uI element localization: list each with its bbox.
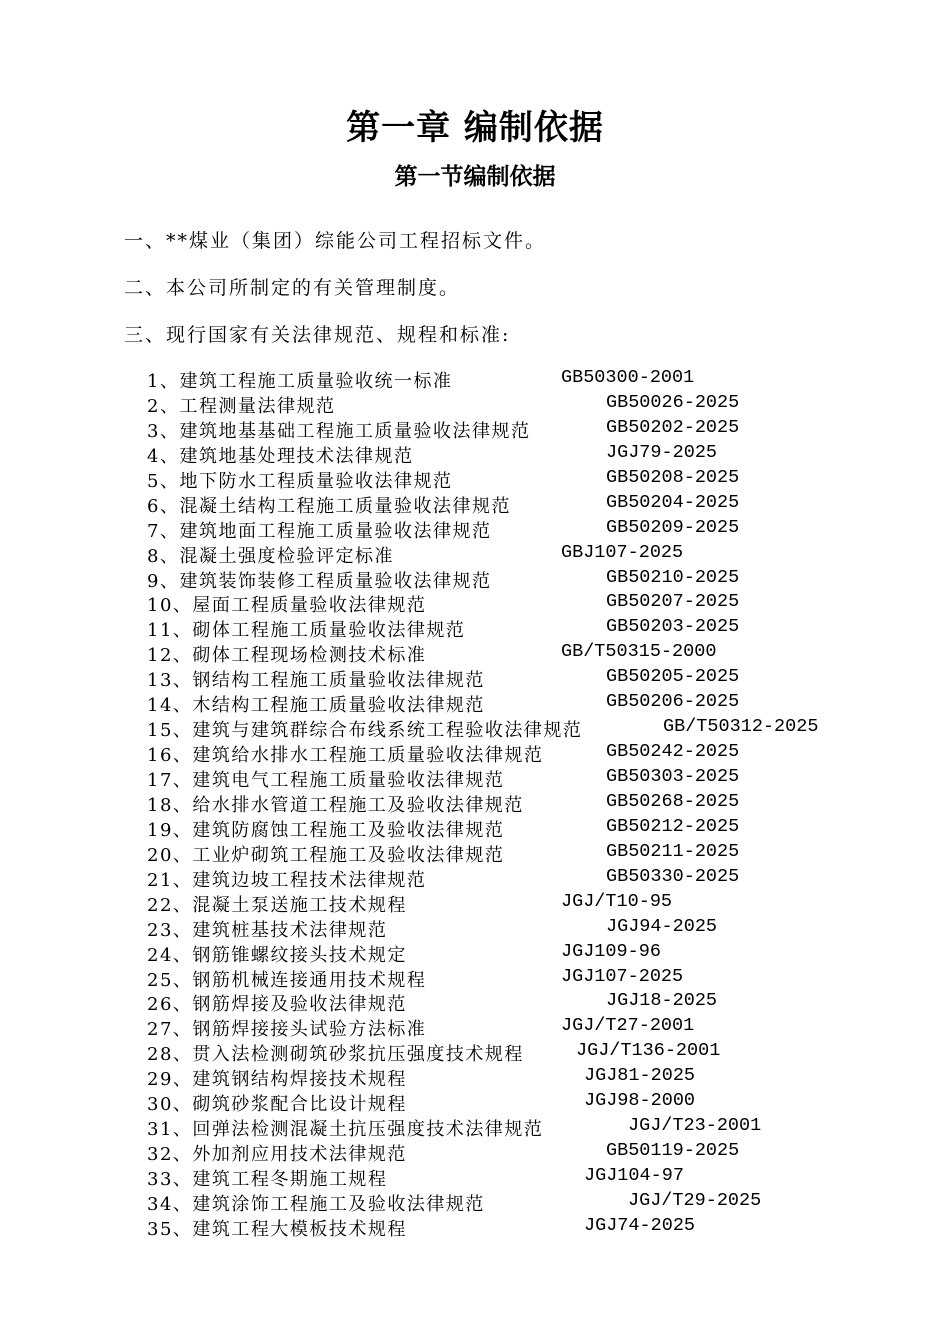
standard-code: GB50026-2025 bbox=[606, 391, 740, 413]
standard-code: JGJ/T23-2001 bbox=[628, 1115, 762, 1137]
standard-code: GB50242-2025 bbox=[606, 741, 740, 763]
standard-item bbox=[0, 467, 950, 492]
standard-item bbox=[0, 766, 950, 791]
standard-name: 27、钢筋焊接接头试验方法标准 bbox=[147, 1019, 427, 1041]
standard-code: GB50210-2025 bbox=[606, 566, 740, 588]
standard-code: JGJ79-2025 bbox=[606, 441, 718, 463]
standard-item bbox=[0, 716, 950, 741]
standard-code: GB50303-2025 bbox=[606, 766, 740, 787]
standard-item bbox=[0, 1140, 950, 1165]
standard-item bbox=[0, 1090, 950, 1115]
standard-name: 2、工程测量法律规范 bbox=[147, 395, 336, 417]
standard-item bbox=[0, 741, 950, 766]
standard-item bbox=[0, 691, 950, 716]
standard-item bbox=[0, 367, 950, 392]
standard-code: GB/T50315-2000 bbox=[561, 641, 717, 663]
standard-item bbox=[0, 417, 950, 442]
standard-name: 33、建筑工程冬期施工规程 bbox=[147, 1169, 388, 1190]
standard-code: GB50268-2025 bbox=[606, 790, 740, 812]
standard-name: 24、钢筋锥螺纹接头技术规定 bbox=[147, 944, 407, 966]
standard-name: 32、外加剂应用技术法律规范 bbox=[147, 1144, 407, 1166]
standard-name: 15、建筑与建筑群综合布线系统工程验收法律规范 bbox=[147, 720, 583, 742]
standard-item bbox=[0, 1015, 950, 1040]
standard-item bbox=[0, 666, 950, 691]
paragraph-tender-documents: 一、**煤业（集团）综能公司工程招标文件。 bbox=[124, 230, 547, 252]
standard-name: 5、地下防水工程质量验收法律规范 bbox=[147, 470, 453, 492]
standard-code: GB50202-2025 bbox=[606, 416, 740, 438]
standard-name: 29、建筑钢结构焊接技术规程 bbox=[147, 1069, 407, 1091]
standard-code: JGJ104-97 bbox=[584, 1165, 684, 1186]
chapter-title: 第一章 编制依据 bbox=[346, 108, 604, 148]
standard-name: 18、给水排水管道工程施工及验收法律规范 bbox=[147, 794, 524, 816]
standard-item bbox=[0, 816, 950, 841]
standard-code: GB50208-2025 bbox=[606, 466, 740, 488]
standard-code: JGJ109-96 bbox=[561, 940, 661, 962]
standard-code: GBJ107-2025 bbox=[561, 541, 684, 563]
standard-code: GB50206-2025 bbox=[606, 691, 740, 713]
standard-name: 35、建筑工程大模板技术规程 bbox=[147, 1218, 407, 1240]
standard-name: 16、建筑给水排水工程施工质量验收法律规范 bbox=[147, 745, 544, 767]
standard-code: JGJ98-2000 bbox=[584, 1090, 696, 1112]
standard-name: 4、建筑地基处理技术法律规范 bbox=[147, 445, 414, 467]
standard-name: 6、混凝土结构工程施工质量验收法律规范 bbox=[147, 495, 511, 517]
standard-name: 22、混凝土泵送施工技术规程 bbox=[147, 894, 407, 916]
standard-item bbox=[0, 891, 950, 916]
standard-name: 12、砌体工程现场检测技术标准 bbox=[147, 645, 427, 667]
standard-code: JGJ/T136-2001 bbox=[576, 1040, 721, 1062]
standard-item bbox=[0, 1115, 950, 1140]
standard-item bbox=[0, 616, 950, 641]
standard-name: 28、贯入法检测砌筑砂浆抗压强度技术规程 bbox=[147, 1044, 524, 1066]
standard-code: GB50205-2025 bbox=[606, 666, 740, 688]
standard-item bbox=[0, 591, 950, 616]
standard-code: GB50119-2025 bbox=[606, 1140, 740, 1162]
standard-name: 11、砌体工程施工质量验收法律规范 bbox=[147, 620, 466, 642]
standard-name: 3、建筑地基基础工程施工质量验收法律规范 bbox=[147, 420, 531, 442]
paragraph-national-standards: 三、现行国家有关法律规范、规程和标准: bbox=[124, 324, 511, 346]
standard-code: GB/T50312-2025 bbox=[663, 716, 819, 738]
standard-item bbox=[0, 567, 950, 592]
standard-item bbox=[0, 1065, 950, 1090]
standard-code: JGJ/T10-95 bbox=[561, 890, 673, 912]
standard-name: 14、木结构工程施工质量验收法律规范 bbox=[147, 695, 485, 717]
paragraph-company-rules: 二、本公司所制定的有关管理制度。 bbox=[124, 277, 461, 299]
standard-name: 30、砌筑砂浆配合比设计规程 bbox=[147, 1094, 407, 1116]
standard-code: JGJ74-2025 bbox=[584, 1214, 696, 1236]
standard-name: 9、建筑装饰装修工程质量验收法律规范 bbox=[147, 570, 492, 592]
standard-item bbox=[0, 841, 950, 866]
standard-item bbox=[0, 941, 950, 966]
standard-item bbox=[0, 517, 950, 542]
standard-code: GB50330-2025 bbox=[606, 865, 740, 887]
standard-name: 34、建筑涂饰工程施工及验收法律规范 bbox=[147, 1193, 485, 1215]
standard-name: 8、混凝土强度检验评定标准 bbox=[147, 545, 394, 567]
standard-code: JGJ/T29-2025 bbox=[628, 1189, 762, 1211]
standard-item bbox=[0, 1165, 950, 1190]
standard-code: GB50209-2025 bbox=[606, 516, 740, 538]
standard-code: GB50204-2025 bbox=[606, 491, 740, 513]
standard-code: GB50203-2025 bbox=[606, 616, 740, 638]
standard-item bbox=[0, 1190, 950, 1215]
standard-item bbox=[0, 1215, 950, 1240]
standard-name: 13、钢结构工程施工质量验收法律规范 bbox=[147, 670, 485, 692]
standard-name: 20、工业炉砌筑工程施工及验收法律规范 bbox=[147, 844, 505, 866]
standard-item bbox=[0, 492, 950, 517]
standard-item bbox=[0, 1040, 950, 1065]
standard-code: GB50207-2025 bbox=[606, 591, 740, 613]
standard-item bbox=[0, 990, 950, 1015]
standard-code: GB50300-2001 bbox=[561, 367, 695, 388]
section-title: 第一节编制依据 bbox=[394, 163, 556, 190]
standard-name: 19、建筑防腐蚀工程施工及验收法律规范 bbox=[147, 819, 505, 841]
standard-item bbox=[0, 966, 950, 991]
standard-code: JGJ/T27-2001 bbox=[561, 1015, 695, 1037]
standard-name: 21、建筑边坡工程技术法律规范 bbox=[147, 869, 427, 891]
standard-item bbox=[0, 866, 950, 891]
standard-item bbox=[0, 916, 950, 941]
standard-code: GB50211-2025 bbox=[606, 840, 740, 862]
standard-item bbox=[0, 791, 950, 816]
standard-item bbox=[0, 442, 950, 467]
standard-name: 17、建筑电气工程施工质量验收法律规范 bbox=[147, 770, 505, 791]
standard-name: 1、建筑工程施工质量验收统一标准 bbox=[147, 371, 453, 392]
standard-item bbox=[0, 641, 950, 666]
standard-code: GB50212-2025 bbox=[606, 815, 740, 837]
standard-name: 7、建筑地面工程施工质量验收法律规范 bbox=[147, 520, 492, 542]
standard-code: JGJ18-2025 bbox=[606, 990, 718, 1012]
standard-name: 31、回弹法检测混凝土抗压强度技术法律规范 bbox=[147, 1119, 544, 1141]
standard-code: JGJ94-2025 bbox=[606, 915, 718, 937]
standard-item bbox=[0, 542, 950, 567]
standard-item bbox=[0, 392, 950, 417]
standard-code: JGJ107-2025 bbox=[561, 965, 684, 987]
standard-name: 26、钢筋焊接及验收法律规范 bbox=[147, 994, 407, 1016]
standards-list bbox=[0, 367, 950, 1240]
standard-name: 25、钢筋机械连接通用技术规程 bbox=[147, 969, 427, 991]
standard-name: 23、建筑桩基技术法律规范 bbox=[147, 919, 388, 941]
standard-code: JGJ81-2025 bbox=[584, 1065, 696, 1087]
standard-name: 10、屋面工程质量验收法律规范 bbox=[147, 595, 427, 617]
